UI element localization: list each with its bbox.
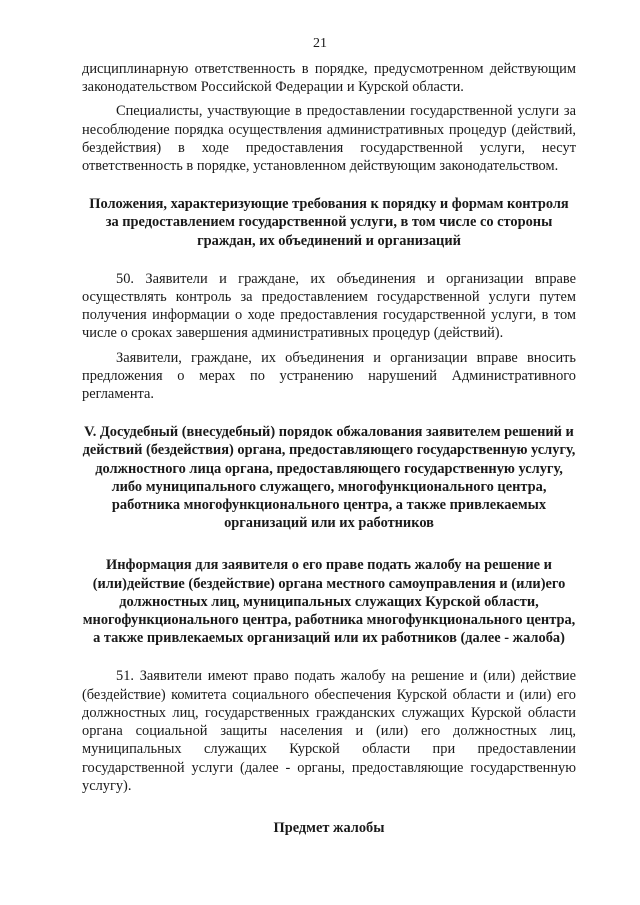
paragraph-50: 50. Заявители и граждане, их объединения и организации вправе осуществлять контроль за предоставлением государственной услуги путем получения информации о ходе предоставления государственной услуги, в том числе о сроках завершения административных процедур (действий).: [82, 270, 576, 342]
paragraph-specialists: Специалисты, участвующие в предоставлении государственной услуги за несоблюдение порядка осуществления административных процедур (действий, бездействия) в ходе предоставления государственной услуги, несут ответственность в порядке, установленном действующим законодательством.: [82, 103, 576, 175]
heading-control-requirements: Положения, характеризующие требования к порядку и формам контроля за предоставлением государственной услуги, в том числе со стороны граждан, их объединений и организаций: [89, 196, 569, 249]
heading-complaint-subject: Предмет жалобы: [273, 819, 385, 836]
heading-section-v: V. Досудебный (внесудебный) порядок обжалования заявителем решений и действий (бездействия) органа, предоставляющего государственную услугу, должностного лица органа, предоставляющего государственную услугу, либо муниципального служащего, многофункционального центра, работника многофункционального центра, а также привлекаемых организаций или их работников: [82, 424, 576, 532]
paragraph-51: 51. Заявители имеют право подать жалобу на решение и (или) действие (бездействие) комитета социального обеспечения Курской области и (или) его должностных лиц, государственных гражданских служащих Курской области органа социальной защиты населения и (или) его должностных лиц, муниципальных служащих Курской области при предоставлении государственной услуги (далее - органы, предоставляющие государственную услугу).: [82, 668, 576, 794]
document-body: [82, 60, 576, 837]
heading-complaint-info: Информация для заявителя о его праве подать жалобу на решение и (или)действие (бездействие) органа местного самоуправления и (или)его должностных лиц, муниципальных служащих Курской области, многофункционального центра, работника многофункционального центра, а также привлекаемых организаций или их работников (далее - жалоба): [82, 557, 576, 647]
paragraph-50-proposals: Заявители, граждане, их объединения и организации вправе вносить предложения о мерах по устранению нарушений Административного регламента.: [82, 349, 576, 403]
paragraph-continuation: дисциплинарную ответственность в порядке, предусмотренном действующим законодательством Российской Федерации и Курской области.: [82, 61, 576, 96]
page-number: 21: [313, 36, 327, 51]
